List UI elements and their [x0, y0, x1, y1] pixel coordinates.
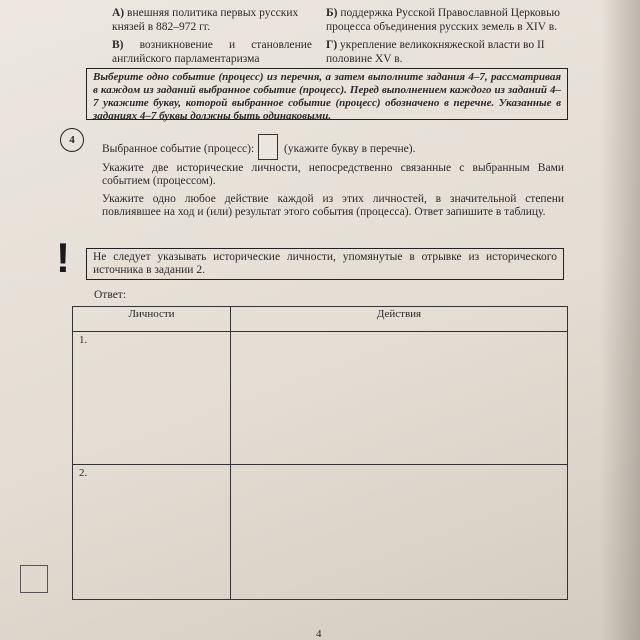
answer-table — [72, 306, 568, 600]
chosen-event-label: Выбранное событие (процесс): — [102, 143, 255, 155]
option-b — [326, 6, 576, 34]
page-number: 4 — [316, 628, 322, 640]
option-g-letter: Г) — [326, 39, 338, 51]
action-cell-1[interactable] — [231, 332, 568, 465]
table-row — [73, 465, 568, 600]
person-cell-2[interactable]: 2. — [73, 465, 231, 600]
instruction-box: Выберите одно событие (процесс) из перечня, а затем выполните задания 4–7, рассматривая в каждом из заданий выбранное событие (процесс). Перед выполнением каждого из заданий 4–7 укажите букву, которой выбранное событие (процесс) обозначено в перечне. Указанные в заданиях 4–7 буквы должны быть одинаковыми. — [86, 68, 568, 120]
task-paragraph-1: Укажите две исторические личности, непосредственно связанные с выбранным Вами событием (процессом). — [102, 162, 564, 187]
option-v-text: возникновение и становление английского парламентаризма — [112, 39, 313, 65]
chosen-event-hint: (укажите букву в перечне). — [284, 143, 416, 155]
table-row — [73, 332, 568, 465]
chosen-letter-box[interactable] — [258, 134, 278, 160]
task-paragraph-2: Укажите одно любое действие каждой из этих личностей, в значительной степени повлиявшее на ход и (или) результат этого события (процесса). Ответ запишите в таблицу. — [102, 193, 564, 218]
table-header-row — [73, 307, 568, 332]
header-actions: Действия — [231, 307, 568, 332]
page-shadow — [600, 0, 640, 640]
person-cell-1[interactable]: 1. — [73, 332, 231, 465]
score-box[interactable] — [20, 565, 48, 593]
option-b-letter: Б) — [326, 7, 338, 19]
option-g — [326, 38, 576, 66]
option-v — [112, 38, 312, 66]
action-cell-2[interactable] — [231, 465, 568, 600]
warning-box: Не следует указывать исторические личности, упомянутые в отрывке из исторического источника в задании 2. — [86, 248, 564, 280]
option-v-letter: В) — [112, 39, 124, 51]
option-g-text: укрепление великокняжеской власти во II половине XV в. — [326, 39, 545, 65]
answer-label: Ответ: — [94, 289, 127, 301]
exclamation-icon: ! — [56, 234, 70, 281]
option-a-letter: А) — [112, 7, 125, 19]
option-a-text: внешняя политика первых русских князей в 882–972 гг. — [112, 7, 299, 33]
header-persons: Личности — [73, 307, 231, 332]
option-b-text: поддержка Русской Православной Церковью процесса объединения русских земель в XIV в. — [326, 7, 560, 33]
task-number: 4 — [60, 128, 84, 152]
option-a — [112, 6, 312, 34]
